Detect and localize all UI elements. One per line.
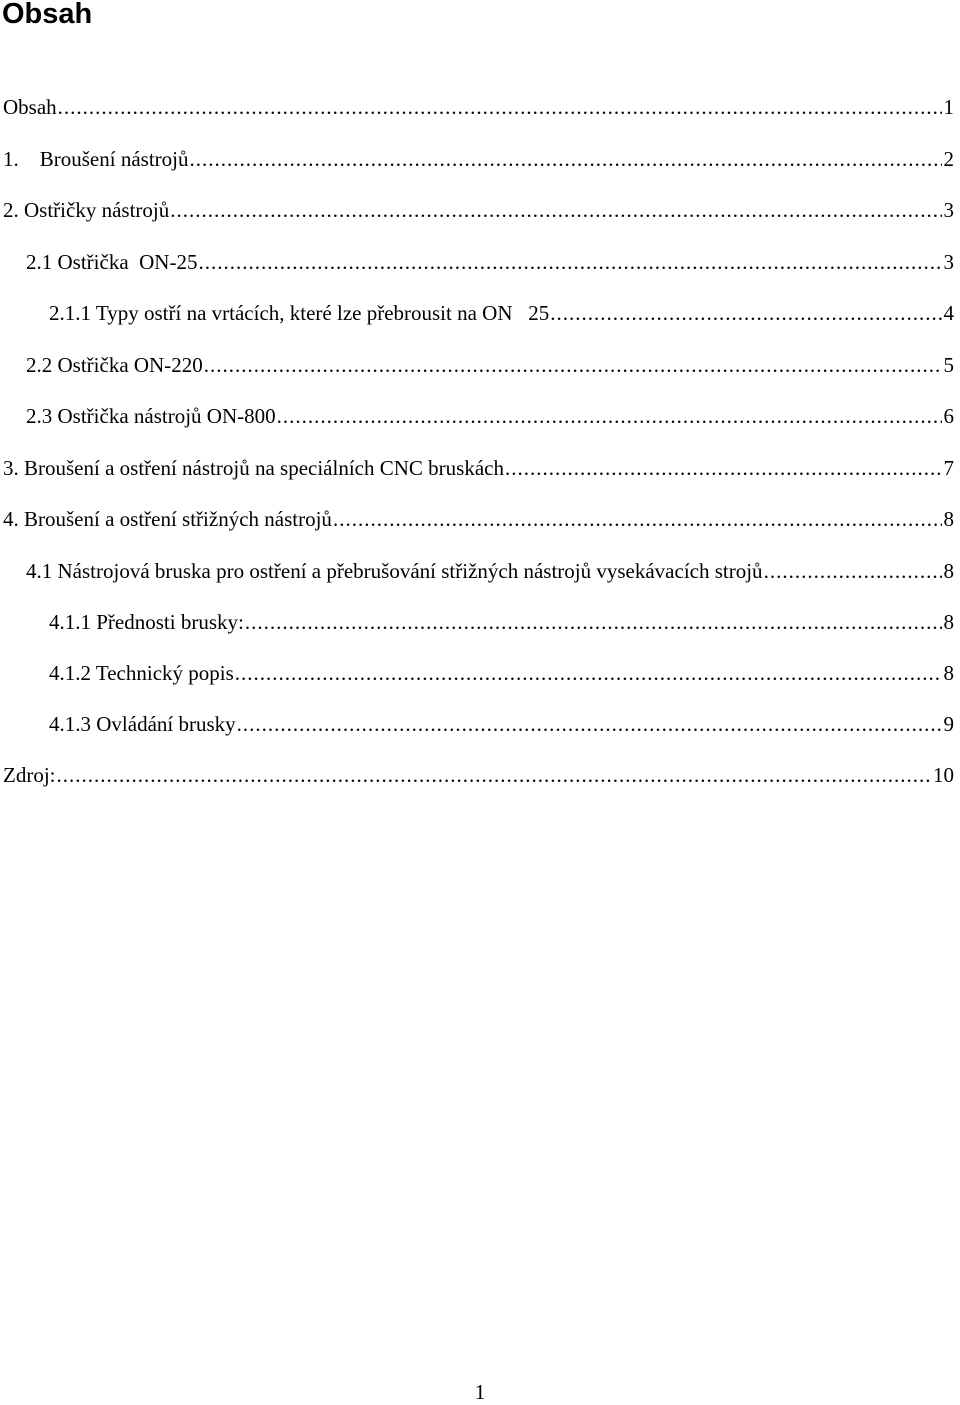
toc-leader-dots	[204, 352, 942, 378]
page-title: Obsah	[2, 0, 93, 30]
toc-entry-label: 4.1.3 Ovládání brusky	[49, 712, 236, 736]
toc-entry-page: 3	[943, 250, 954, 274]
toc-entry-label: 4.1 Nástrojová bruska pro ostření a přebrušování střižných nástrojů vysekávacích strojů	[26, 559, 763, 583]
toc-entry[interactable]	[26, 352, 954, 378]
toc-entry-label: 2.1 Ostřička ON-25	[26, 250, 198, 274]
toc-entry[interactable]	[3, 146, 954, 172]
toc-entry[interactable]	[26, 249, 954, 275]
toc-entry-page: 10	[933, 763, 954, 787]
toc-entry-page: 8	[943, 559, 954, 583]
toc-entry-page: 8	[943, 507, 954, 531]
toc-entry[interactable]	[3, 762, 954, 788]
toc-entry-label: 3. Broušení a ostření nástrojů na speciálních CNC bruskách	[3, 456, 504, 480]
toc-leader-dots	[189, 146, 941, 172]
toc-entry[interactable]	[3, 506, 954, 532]
toc-entry[interactable]	[26, 403, 954, 429]
toc-entry-page: 7	[943, 456, 954, 480]
toc-leader-dots	[57, 762, 932, 788]
toc-entry[interactable]	[3, 94, 954, 120]
toc-entry-page: 8	[943, 610, 954, 634]
toc-entry[interactable]	[3, 455, 954, 481]
toc-leader-dots	[505, 455, 942, 481]
toc-entry-page: 5	[943, 353, 954, 377]
toc-entry[interactable]	[49, 711, 954, 737]
toc-entry[interactable]	[49, 300, 954, 326]
toc-entry-page: 2	[943, 147, 954, 171]
page-number: 1	[474, 1380, 486, 1404]
toc-entry-page: 4	[943, 301, 954, 325]
toc-entry-label: 4.1.2 Technický popis	[49, 661, 234, 685]
toc-entry-label: 2. Ostřičky nástrojů	[3, 198, 170, 222]
toc-entry[interactable]	[3, 197, 954, 223]
toc-leader-dots	[245, 609, 942, 635]
toc-entry-label: 4.1.1 Přednosti brusky:	[49, 610, 244, 634]
toc-leader-dots	[237, 711, 942, 737]
toc-leader-dots	[550, 300, 941, 326]
toc-leader-dots	[235, 660, 942, 686]
toc-entry[interactable]	[49, 660, 954, 686]
toc-entry-label: Obsah	[3, 95, 57, 119]
toc-entry-label: 2.2 Ostřička ON-220	[26, 353, 203, 377]
toc-leader-dots	[764, 558, 942, 584]
toc-entry-label: Zdroj:	[3, 763, 56, 787]
toc-leader-dots	[198, 249, 941, 275]
toc-leader-dots	[277, 403, 942, 429]
toc-entry-label: 2.3 Ostřička nástrojů ON-800	[26, 404, 276, 428]
toc-entry-label: 2.1.1 Typy ostří na vrtácích, které lze přebrousit na ON 25	[49, 301, 550, 325]
toc-entry[interactable]	[49, 609, 954, 635]
toc-entry-label: 1. Broušení nástrojů	[3, 147, 189, 171]
toc-entry-page: 6	[943, 404, 954, 428]
toc-leader-dots	[333, 506, 942, 532]
toc-entry-page: 8	[943, 661, 954, 685]
toc-entry[interactable]	[26, 558, 954, 584]
toc-entry-label: 4. Broušení a ostření střižných nástrojů	[3, 507, 332, 531]
toc-entry-page: 9	[943, 712, 954, 736]
toc-entry-page: 3	[943, 198, 954, 222]
toc-entry-page: 1	[943, 95, 954, 119]
toc-leader-dots	[58, 94, 942, 120]
toc-leader-dots	[170, 197, 941, 223]
